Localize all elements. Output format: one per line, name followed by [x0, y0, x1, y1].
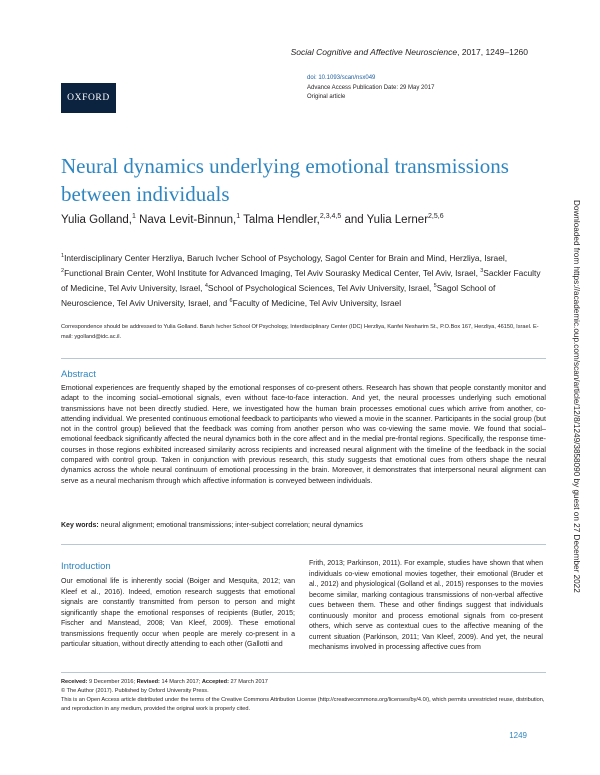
introduction-heading: Introduction — [61, 561, 111, 572]
divider — [61, 544, 546, 545]
affiliation-sup: 4 — [204, 283, 208, 289]
affiliation-sup: 5 — [433, 283, 437, 289]
received-label: Received: — [61, 679, 88, 685]
article-meta — [307, 74, 434, 103]
article-type: Original article — [307, 94, 346, 100]
revised-date: 14 March 2017; — [159, 679, 202, 685]
intro-column-right: Frith, 2013; Parkinson, 2011). For example, studies have shown that when individuals co-view emotional movies together, their emotional (Bruder et al., 2012) and physiological (Golland et al., 2015) responses to the movies become similar, marking contagious transmissions of non-verbal affective cues between them. These and other findings suggest that individuals continuously monitor and process emotional signals from co-present others, which serve as contextual cues to the affective meaning of the current situation (Parkinson, 2011; Van Kleef, 2009). And yet, the neural mechanisms involved in processing affective cues from — [309, 560, 543, 651]
affiliation-text: Interdisciplinary Center Herzliya, Baruch Ivcher School of Psychology, Sagol Center for Brain and Mind, Herzliya, Israel, — [64, 252, 508, 263]
affiliation-text: Sagol School of Neuroscience, Tel Aviv University, Israel, and — [61, 282, 496, 308]
history-dates — [61, 678, 546, 687]
affiliations — [61, 250, 546, 310]
author-affiliation-sup: 2,5,6 — [428, 213, 444, 220]
author-list — [61, 208, 531, 229]
oxford-logo: OXFORD — [61, 83, 116, 113]
download-note: Downloaded from https://academic.oup.com/scan/article/12/8/1249/3858090 by guest on 27 December 2022 — [572, 200, 581, 593]
divider — [61, 672, 546, 673]
author-name: Yulia Golland, — [61, 213, 132, 226]
advance-access-date: Advance Access Publication Date: 29 May 2017 — [307, 84, 435, 91]
intro-column-left: Our emotional life is inherently social (Boiger and Mesquita, 2012; van Kleef et al., 2016). Indeed, emotion research suggests that emotional signals are constantly transmitted from person to person and might significantly shape the emotional responses of recipients (Butler, 2015; Fischer and Manstead, 2008; Van Kleef, 2009). These emotional transmissions frequently occur when people are merely co-present in a particular situation, without directly attending to each other (Gallotti and — [61, 578, 295, 648]
accepted-label: Accepted: — [201, 679, 229, 685]
license-text: This is an Open Access article distributed under the terms of the Creative Commons Attribution License (http://creativecommons.org/licenses/by/4.0/), which permits unrestricted reuse, distribution, and reproduction in any medium, provided the original work is properly cited. — [61, 697, 545, 712]
received-date: 9 December 2016; — [87, 679, 137, 685]
author-affiliation-sup: 2,3,4,5 — [319, 213, 342, 220]
journal-name: Social Cognitive and Affective Neuroscience — [290, 47, 458, 57]
affiliation-sup: 6 — [229, 298, 233, 304]
affiliation-sup: 3 — [480, 268, 484, 274]
author-affiliation-sup: 1 — [236, 213, 241, 220]
affiliation-sup: 2 — [61, 268, 65, 274]
article-title: Neural dynamics underlying emotional transmissions between individuals — [61, 154, 509, 206]
author-affiliation-sup: 1 — [131, 213, 136, 220]
affiliation-text: School of Psychological Sciences, Tel Aviv University, Israel, — [207, 282, 434, 293]
author-name: Nava Levit-Binnun, — [135, 213, 237, 226]
journal-volume-pages: , 2017, 1249–1260 — [457, 47, 528, 57]
page-number: 1249 — [509, 731, 527, 740]
keywords — [61, 521, 546, 531]
keywords-list: neural alignment; emotional transmissions; inter-subject correlation; neural dynamics — [98, 522, 363, 529]
article-footer — [61, 678, 546, 714]
affiliation-text: Functional Brain Center, Wohl Institute for Advanced Imaging, Tel Aviv Sourasky Medical Center, Tel Aviv, Israel, — [64, 267, 481, 278]
copyright-line: © The Author (2017). Published by Oxford University Press. — [61, 688, 209, 694]
author-name: and Yulia Lerner — [341, 213, 429, 226]
correspondence-note: Correspondence should be addressed to Yulia Golland. Baruh Ivcher School Of Psychology, Interdisciplinary Center (IDC) Herzliya, Kanfei Nesharim St., P.O.Box 167, Herzliya, 46150, Israel. E-mail: ygolland@idc.ac.il. — [61, 324, 539, 340]
doi-link[interactable]: doi: 10.1093/scan/nsx049 — [307, 75, 376, 81]
accepted-date: 27 March 2017 — [228, 679, 268, 685]
abstract-text: Emotional experiences are frequently shaped by the emotional responses of co-present others. Research has shown that people constantly monitor and adapt to the incoming social–emotional signals, even without face-to-face interaction. And yet, the neural processes underlying such emotional transmissions have not been directly studied. Here, we investigated how the human brain processes emotional cues which arrive from another, co-attending individual. We presented continuous emotional feedback to participants who viewed a movie in the scanner. Participants in the social group (but not in the control group) believed that the feedback was coming from another person who was co-viewing the same movie. We found that social–emotional feedback significantly affected the neural dynamics both in the core affect and in the medial pre-frontal regions. Specifically, the response time-courses in those regions exhibited increased similarity across recipients and increased neural alignment with the timeline of the feedback in the social compared with control group. Taken in conjunction with previous research, this study suggests that emotional cues from others shape the neural dynamics across the whole neural continuum of emotional processing in the brain. Moreover, it demonstrates that interpersonal neural alignment can serve as a neural mechanism through which affective information is conveyed between individuals. — [61, 384, 546, 485]
revised-label: Revised: — [136, 679, 160, 685]
author-name: Talma Hendler, — [240, 213, 320, 226]
affiliation-sup: 1 — [61, 253, 65, 259]
abstract-heading: Abstract — [61, 369, 96, 380]
keywords-label: Key words: — [61, 522, 99, 529]
journal-citation — [291, 47, 528, 57]
divider — [61, 358, 546, 359]
affiliation-text: Sackler Faculty of Medicine, Tel Aviv University, Israel, — [61, 267, 541, 293]
affiliation-text: Faculty of Medicine, Tel Aviv University, Israel — [232, 297, 402, 308]
